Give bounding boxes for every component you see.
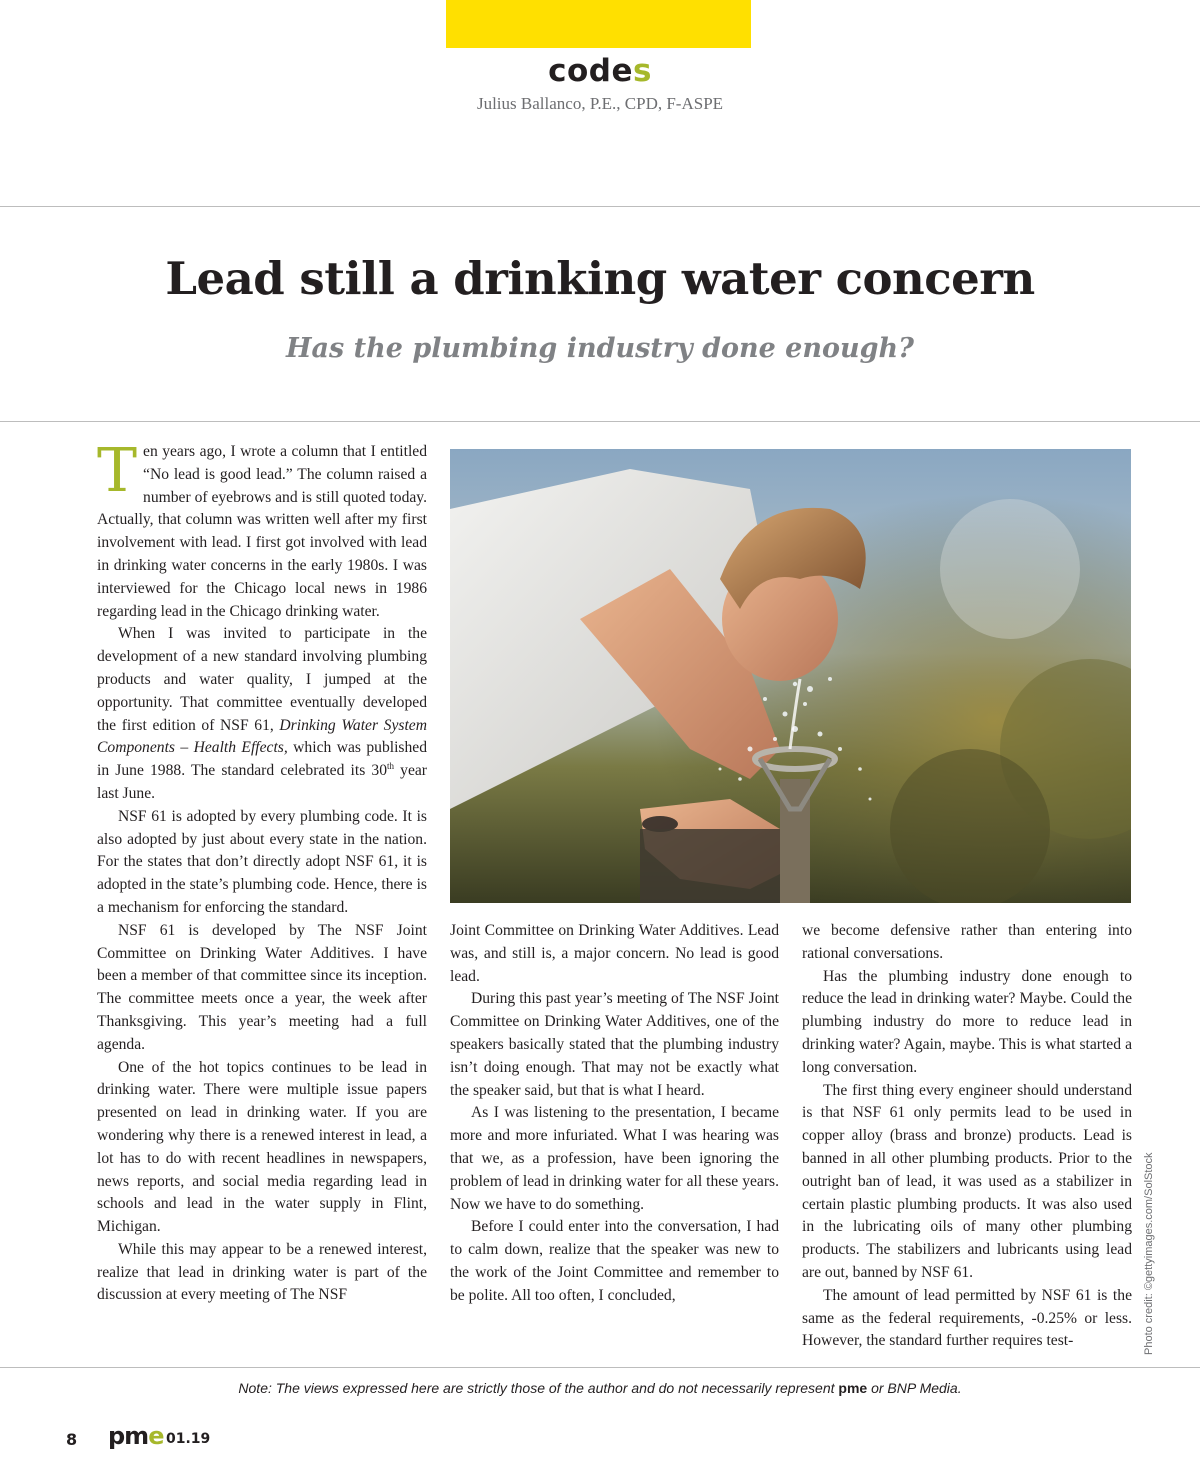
paragraph: As I was listening to the presentation, I became more and more infuriated. What I was hearing was that we, as a profession, have been ignoring the problem of lead in drinking water for all these years. Now we have to do something.: [450, 1104, 779, 1213]
paragraph: Before I could enter into the conversation, I had to calm down, realize that the speaker was new to the work of the Joint Committee and remember to be polite. All too often, I concluded,: [450, 1218, 779, 1304]
magazine-logo: pme: [108, 1422, 164, 1450]
article-column-1: [97, 436, 427, 1307]
disclaimer-note: Note: The views expressed here are strictly those of the author and do not necessarily represent pme or BNP Media.: [238, 1380, 962, 1396]
paragraph: NSF 61 is adopted by every plumbing code. It is also adopted by just about every state in the nation. For the states that don’t directly adopt NSF 61, it is adopted in the state’s plumbing code. Hence, there is a mechanism for enforcing the standard.: [97, 807, 427, 916]
section-title: [0, 53, 1200, 89]
section-title-main: code: [548, 53, 633, 89]
article-photo: [450, 449, 1131, 903]
section-color-bar: [446, 0, 751, 48]
headline-divider: [0, 421, 1200, 422]
brand-name: pme: [838, 1380, 868, 1396]
paragraph: The first thing every engineer should understand is that NSF 61 only permits lead to be used in copper alloy (brass and bronze) products. Lead is banned in all other plumbing products. Prior to the outright ban of lead, it was used as a stabilizer in certain plastic plumbing products. It was also used in the lubricating oils of many other plumbing products. The stabilizers and lubricants using lead are out, banned by NSF 61.: [802, 1081, 1132, 1281]
issue-date: 01.19: [166, 1431, 211, 1447]
paragraph: Has the plumbing industry done enough to reduce the lead in drinking water? Maybe. Could the plumbing industry do more to reduce lead in drinking water? Again, maybe. This is what started a long conversation.: [802, 967, 1132, 1076]
standard-title: Drinking Water System Components – Health Effects,: [97, 716, 427, 757]
paragraph: The amount of lead permitted by NSF 61 is the same as the federal requirements, -0.25% or less. However, the standard further requires test-: [802, 1286, 1132, 1350]
article-headline: Lead still a drinking water concern: [165, 252, 1035, 305]
article-column-2: [450, 920, 779, 1308]
paragraph: Ten years ago, I wrote a column that I entitled “No lead is good lead.” The column raised a number of eyebrows and is still quoted today. Actually, that column was written well after my first involvement with lead. I first got involved with lead in drinking water concerns in the early 1980s. I was interviewed for the Chicago local news in 1986 regarding lead in the Chicago drinking water.: [97, 436, 427, 620]
paragraph: During this past year’s meeting of The NSF Joint Committee on Drinking Water Additives, one of the speakers basically stated that the plumbing industry isn’t doing enough. That may not be exactly what the speaker said, but that is what I heard.: [450, 990, 779, 1099]
boy-drinking-fountain-image: [450, 449, 1131, 903]
paragraph: Joint Committee on Drinking Water Additives. Lead was, and still is, a major concern. No lead is good lead.: [450, 922, 779, 985]
photo-credit: Photo credit: ©gettyimages.com/SolStock: [1143, 1152, 1155, 1355]
section-title-accent: s: [632, 53, 652, 89]
top-divider: [0, 206, 1200, 207]
paragraph: While this may appear to be a renewed interest, realize that lead in drinking water is part of the discussion at every meeting of The NSF: [97, 1240, 427, 1304]
article-subhead: Has the plumbing industry done enough?: [286, 333, 914, 364]
drop-cap: T: [97, 436, 138, 506]
author-byline: Julius Ballanco, P.E., CPD, F-ASPE: [476, 94, 724, 113]
page-number: 8: [66, 1430, 78, 1449]
article-column-3: [802, 920, 1132, 1353]
footer-divider: [0, 1367, 1200, 1368]
paragraph: NSF 61 is developed by The NSF Joint Committee on Drinking Water Additives. I have been a member of that committee since its inception. The committee meets once a year, the week after Thanksgiving. This year’s meeting had a full agenda.: [97, 921, 427, 1053]
paragraph: When I was invited to participate in the development of a new standard involving plumbing products and water quality, I jumped at the opportunity. That committee eventually developed the first edition of NSF 61, Drinking Water System Components – Health Effects, which was published in June 1988. The standard celebrated its 30th year last June.: [97, 625, 427, 802]
paragraph: One of the hot topics continues to be lead in drinking water. There were multiple issue papers presented on lead in drinking water. If you are wondering why there is a renewed interest in lead, a lot has to do with recent headlines in newspapers, news reports, and social media regarding lead in schools and lead in the water supply in Flint, Michigan.: [97, 1058, 427, 1236]
paragraph: we become defensive rather than entering into rational conversations.: [802, 922, 1132, 962]
